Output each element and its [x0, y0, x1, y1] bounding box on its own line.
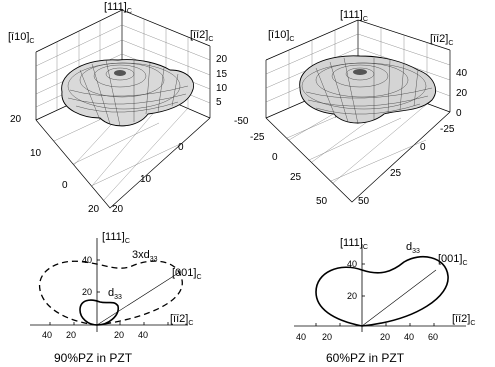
right-3d-ytick: -25	[440, 124, 455, 135]
left-2d-3xd33-label: $3xd_{33}$	[132, 249, 158, 263]
left-3d-ytick: 20	[112, 204, 124, 215]
left-2d-axis-001: $[001]_C$	[172, 267, 202, 281]
right-3d-ztick: 0	[456, 108, 462, 119]
right-2d-axis-001: $[001]_C$	[438, 253, 468, 267]
right-3d-ytick: 25	[390, 168, 402, 179]
left-3d-ztick: 10	[216, 83, 228, 94]
left-3d-xtick: 20	[10, 114, 22, 125]
right-2d-axis-112: $[īī2]_C$	[452, 313, 476, 327]
right-2d-plot	[294, 237, 475, 365]
right-2d-d33-label: $d_{33}$	[406, 241, 420, 255]
left-3d-xtick: 10	[30, 148, 42, 159]
left-2d-curve-d33	[80, 300, 118, 325]
right-3d-ztick: 40	[456, 68, 468, 79]
right-2d-axis-111: $[111]_C$	[340, 237, 368, 251]
right-3d-plot	[234, 9, 468, 207]
left-3d-plot	[8, 1, 228, 215]
right-2d-ytick: 40	[347, 259, 358, 269]
right-3d-ytick: 50	[358, 196, 370, 207]
left-2d-axis-112: $[īī2]_C$	[170, 313, 194, 327]
right-caption: 60%PZ in PZT	[326, 351, 405, 365]
left-3d-ztick: 15	[216, 69, 228, 80]
left-2d-axis-111: $[111]_C$	[102, 231, 130, 245]
right-3d-ztick: 20	[456, 88, 468, 99]
right-3d-dir-112: $[īī2]_C$	[430, 33, 454, 47]
left-2d-xtick: 40	[42, 330, 53, 340]
left-3d-dir-112: $[īī2]_C$	[190, 29, 214, 43]
right-3d-dir-111: $[111]_C$	[340, 9, 368, 23]
right-3d-xtick: 25	[290, 172, 302, 183]
left-2d-xtick: 40	[138, 330, 149, 340]
left-3d-ytick: 10	[140, 174, 152, 185]
right-2d-curve-d33	[316, 257, 448, 326]
left-2d-ytick: 20	[82, 287, 93, 297]
left-3d-surface	[62, 60, 194, 126]
left-3d-corner-tick: 20	[88, 204, 100, 215]
right-2d-xtick: 20	[380, 332, 391, 342]
left-3d-xtick: 0	[62, 180, 68, 191]
left-2d-xtick: 20	[114, 330, 125, 340]
right-2d-xtick: 40	[296, 332, 307, 342]
right-3d-xtick: -25	[250, 132, 265, 143]
left-2d-xtick: 20	[66, 330, 77, 340]
right-3d-dir-110: $[ī10]_C$	[268, 29, 295, 43]
left-3d-dir-111: $[111]_C$	[104, 1, 132, 15]
left-3d-ztick: 20	[216, 54, 228, 65]
left-3d-dir-110: $[ī10]_C$	[8, 31, 35, 45]
right-3d-ytick: 0	[420, 142, 426, 153]
left-2d-ytick: 40	[82, 255, 93, 265]
right-3d-xtick: 0	[272, 152, 278, 163]
right-2d-ytick: 20	[347, 291, 358, 301]
left-2d-plot	[30, 231, 202, 365]
left-caption: 90%PZ in PZT	[54, 351, 133, 365]
right-2d-xtick: 40	[404, 332, 415, 342]
left-3d-ytick: 0	[178, 142, 184, 153]
right-2d-xtick: 20	[322, 332, 333, 342]
right-2d-001-line	[362, 270, 436, 326]
right-3d-xtick: 50	[316, 196, 328, 207]
left-3d-ztick: 5	[216, 97, 222, 108]
right-3d-xtick: -50	[234, 116, 249, 127]
right-2d-xtick: 60	[428, 332, 439, 342]
left-2d-d33-label: $d_{33}$	[108, 287, 122, 301]
